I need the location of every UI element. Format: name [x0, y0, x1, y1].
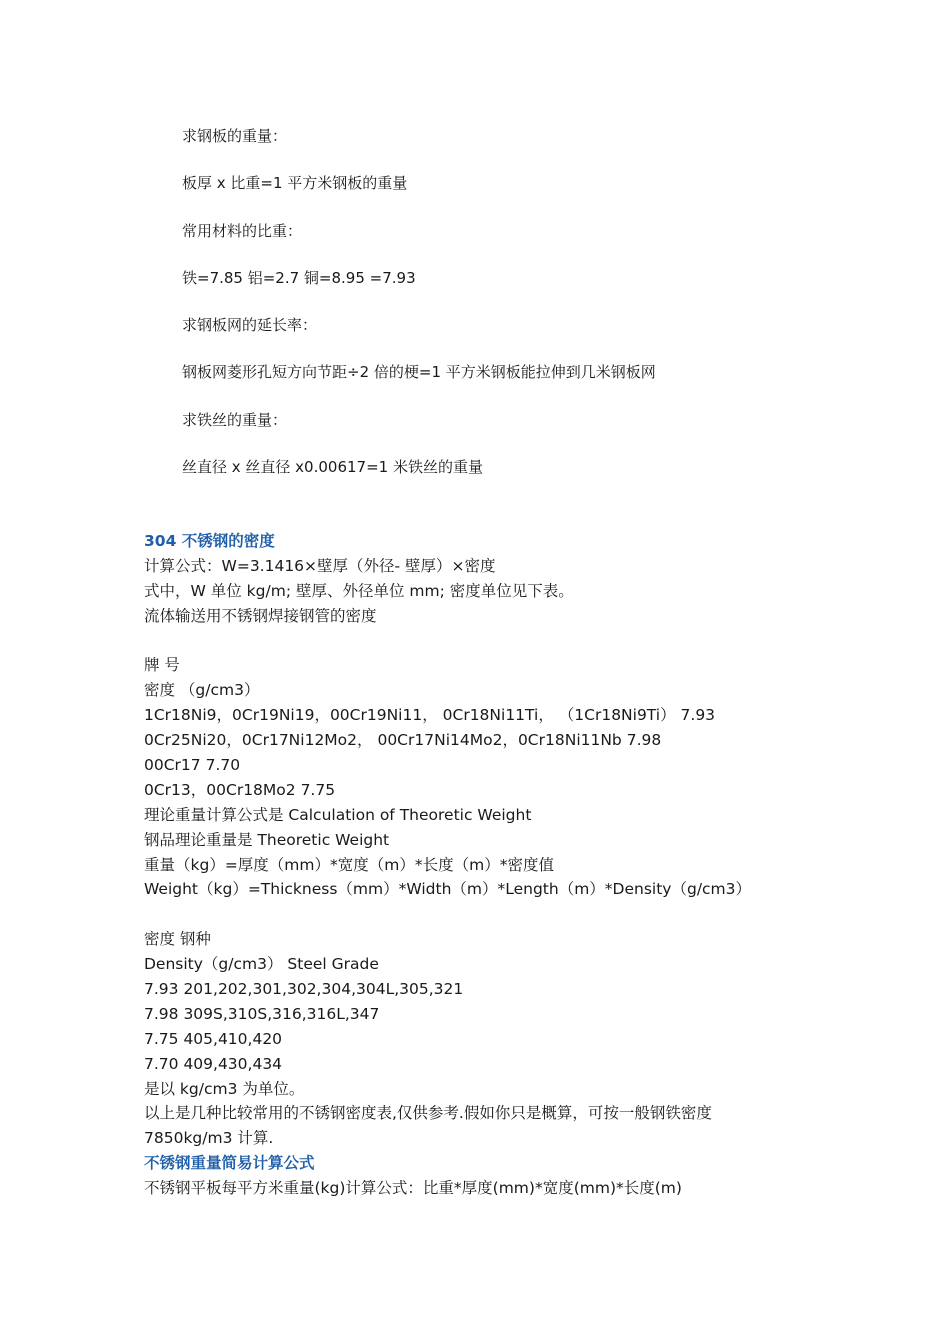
text-line: 流体输送用不锈钢焊接钢管的密度 [144, 606, 377, 625]
text-line: 00Cr17 7.70 [144, 756, 241, 775]
text-line: 0Cr13，00Cr18Mo2 7.75 [144, 780, 336, 799]
text-line: 理论重量计算公式是 Calculation of Theoretic Weight [144, 805, 532, 824]
text-line: 是以 kg/cm3 为单位。 [144, 1079, 305, 1098]
text-line: Weight（kg）=Thickness（mm）*Width（m）*Length（m）*Density（g/cm3） [144, 880, 752, 899]
text-line: 板厚 x 比重=1 平方米钢板的重量 [182, 174, 408, 193]
text-line: 常用材料的比重： [182, 221, 303, 240]
section-heading-304-density: 304 不锈钢的密度 [144, 532, 275, 550]
text-line: Density（g/cm3） Steel Grade [144, 955, 379, 974]
text-line: 7.93 201,202,301,302,304,304L,305,321 [144, 980, 464, 999]
formula-notes [182, 126, 882, 504]
text-line: 丝直径 x 丝直径 x0.00617=1 米铁丝的重量 [182, 458, 483, 477]
text-line: 钢品理论重量是 Theoretic Weight [144, 830, 390, 849]
spacer [144, 902, 904, 927]
text-line: 求铁丝的重量： [182, 410, 288, 429]
text-line: 7.70 409,430,434 [144, 1054, 283, 1073]
text-line: 牌 号 [144, 656, 180, 675]
text-line: 求钢板网的延长率： [182, 316, 318, 335]
text-line: 7.98 309S,310S,316,316L,347 [144, 1004, 380, 1023]
text-line: 不锈钢平板每平方米重量(kg)计算公式：比重*厚度(mm)*宽度(mm)*长度(m) [144, 1179, 682, 1198]
text-line: 计算公式：W=3.1416×壁厚（外径- 壁厚）×密度 [144, 556, 496, 575]
text-line: 密度 （g/cm3） [144, 681, 260, 700]
text-line: 1Cr18Ni9，0Cr19Ni19，00Cr19Ni11， 0Cr18Ni11Ti， （1Cr18Ni9Ti） 7.93 [144, 706, 716, 725]
main-content [144, 529, 904, 1201]
text-line: 0Cr25Ni20，0Cr17Ni12Mo2， 00Cr17Ni14Mo2，0Cr18Ni11Nb 7.98 [144, 731, 662, 750]
section-heading-weight-formula: 不锈钢重量简易计算公式 [144, 1154, 315, 1173]
text-line: 铁=7.85 铝=2.7 铜=8.95 =7.93 [182, 268, 416, 287]
text-line: 以上是几种比较常用的不锈钢密度表,仅供参考.假如你只是概算，可按一般钢铁密度 [144, 1104, 712, 1123]
text-line: 7850kg/m3 计算. [144, 1129, 274, 1148]
text-line: 7.75 405,410,420 [144, 1029, 283, 1048]
text-line: 求钢板的重量： [182, 127, 288, 145]
text-line: 式中，W 单位 kg/m; 壁厚、外径单位 mm; 密度单位见下表。 [144, 581, 574, 600]
spacer [144, 629, 904, 654]
text-line: 密度 钢种 [144, 930, 211, 949]
text-line: 重量（kg）=厚度（mm）*宽度（m）*长度（m）*密度值 [144, 855, 554, 874]
text-line: 钢板网菱形孔短方向节距÷2 倍的梗=1 平方米钢板能拉伸到几米钢板网 [182, 363, 656, 382]
